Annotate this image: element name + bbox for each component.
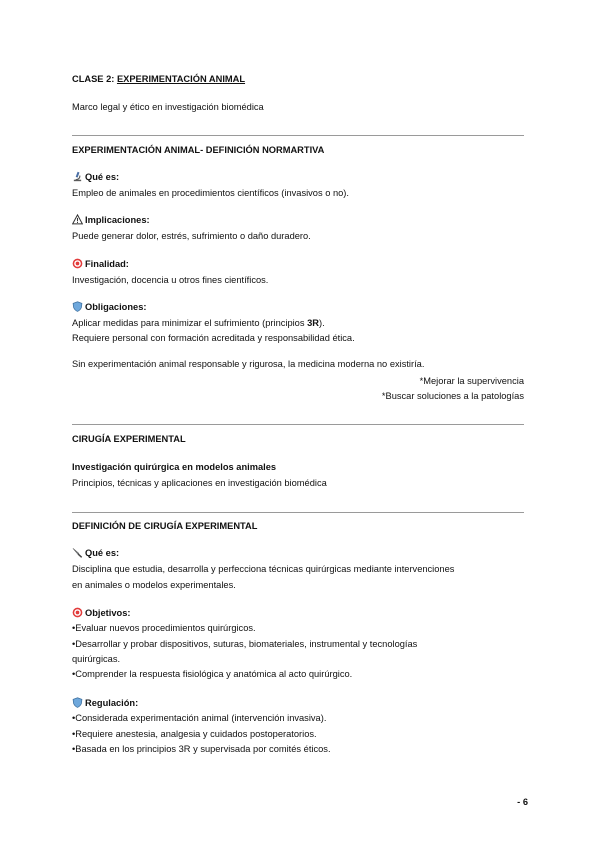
section1-title: EXPERIMENTACIÓN ANIMAL- DEFINICIÓN NORMARTIVA (72, 145, 325, 155)
list-item: •Requiere anestesia, analgesia y cuidados postoperatorios. (72, 729, 317, 739)
obligaciones-line1 (72, 318, 325, 330)
list-item: •Desarrollar y probar dispositivos, suturas, biomateriales, instrumental y tecnologías (72, 639, 418, 649)
list-item: •Basada en los principios 3R y supervisada por comités éticos. (72, 744, 331, 754)
note-soluciones: *Buscar soluciones a la patologías (381, 391, 524, 401)
section2-subtitle: Investigación quirúrgica en modelos animales (72, 462, 277, 472)
divider (72, 512, 524, 513)
warning-icon (72, 214, 83, 225)
principios-3r: 3R (307, 318, 319, 328)
que-es-text: Empleo de animales en procedimientos científicos (invasivos o no). (72, 188, 349, 198)
divider (72, 424, 524, 425)
regulacion-label: Regulación: (85, 698, 139, 708)
class-prefix: CLASE 2: (72, 74, 117, 84)
obligaciones-line2: Requiere personal con formación acreditada y responsabilidad ética. (72, 333, 355, 343)
que-es-label-2: Qué es: (85, 548, 120, 558)
scalpel-icon (72, 547, 83, 558)
shield-icon (72, 697, 83, 708)
implicaciones-text: Puede generar dolor, estrés, sufrimiento o daño duradero. (72, 231, 311, 241)
objetivos-heading (72, 607, 130, 620)
objetivos-label: Objetivos: (85, 608, 131, 618)
finalidad-text: Investigación, docencia u otros fines científicos. (72, 275, 269, 285)
target-icon (72, 607, 83, 618)
list-item: quirúrgicas. (72, 654, 121, 664)
obligaciones-heading (72, 301, 146, 314)
que-es-line1: Disciplina que estudia, desarrolla y perfecciona técnicas quirúrgicas mediante intervenciones (72, 564, 455, 574)
page-number: - 6 (517, 797, 528, 807)
list-item: •Considerada experimentación animal (intervención invasiva). (72, 713, 327, 723)
que-es-heading (72, 171, 119, 184)
obligaciones-label: Obligaciones: (85, 302, 147, 312)
list-item: •Evaluar nuevos procedimientos quirúrgicos. (72, 623, 256, 633)
note-supervivencia: *Mejorar la supervivencia (419, 376, 524, 386)
regulacion-heading (72, 697, 138, 710)
que-es-label: Qué es: (85, 172, 120, 182)
microscope-icon (72, 171, 83, 182)
document-page (72, 0, 524, 848)
obligaciones-line1-end: ). (318, 318, 325, 328)
implicaciones-heading (72, 214, 150, 227)
section3-title: DEFINICIÓN DE CIRUGÍA EXPERIMENTAL (72, 521, 258, 531)
class-heading (72, 74, 245, 86)
divider (72, 135, 524, 136)
class-title: EXPERIMENTACIÓN ANIMAL (116, 74, 246, 84)
list-item: •Comprender la respuesta fisiológica y anatómica al acto quirúrgico. (72, 669, 353, 679)
obligaciones-line1-text: Aplicar medidas para minimizar el sufrimiento (principios (72, 318, 308, 328)
class-subtitle: Marco legal y ético en investigación biomédica (72, 102, 264, 112)
finalidad-heading (72, 258, 129, 271)
section2-text: Principios, técnicas y aplicaciones en investigación biomédica (72, 478, 327, 488)
summary-text: Sin experimentación animal responsable y rigurosa, la medicina moderna no existiría. (72, 359, 425, 369)
section2-title: CIRUGÍA EXPERIMENTAL (72, 434, 186, 444)
implicaciones-label: Implicaciones: (85, 215, 150, 225)
shield-icon (72, 301, 83, 312)
finalidad-label: Finalidad: (85, 259, 129, 269)
que-es-line2: en animales o modelos experimentales. (72, 580, 236, 590)
que-es-heading-2 (72, 547, 119, 560)
target-icon (72, 258, 83, 269)
